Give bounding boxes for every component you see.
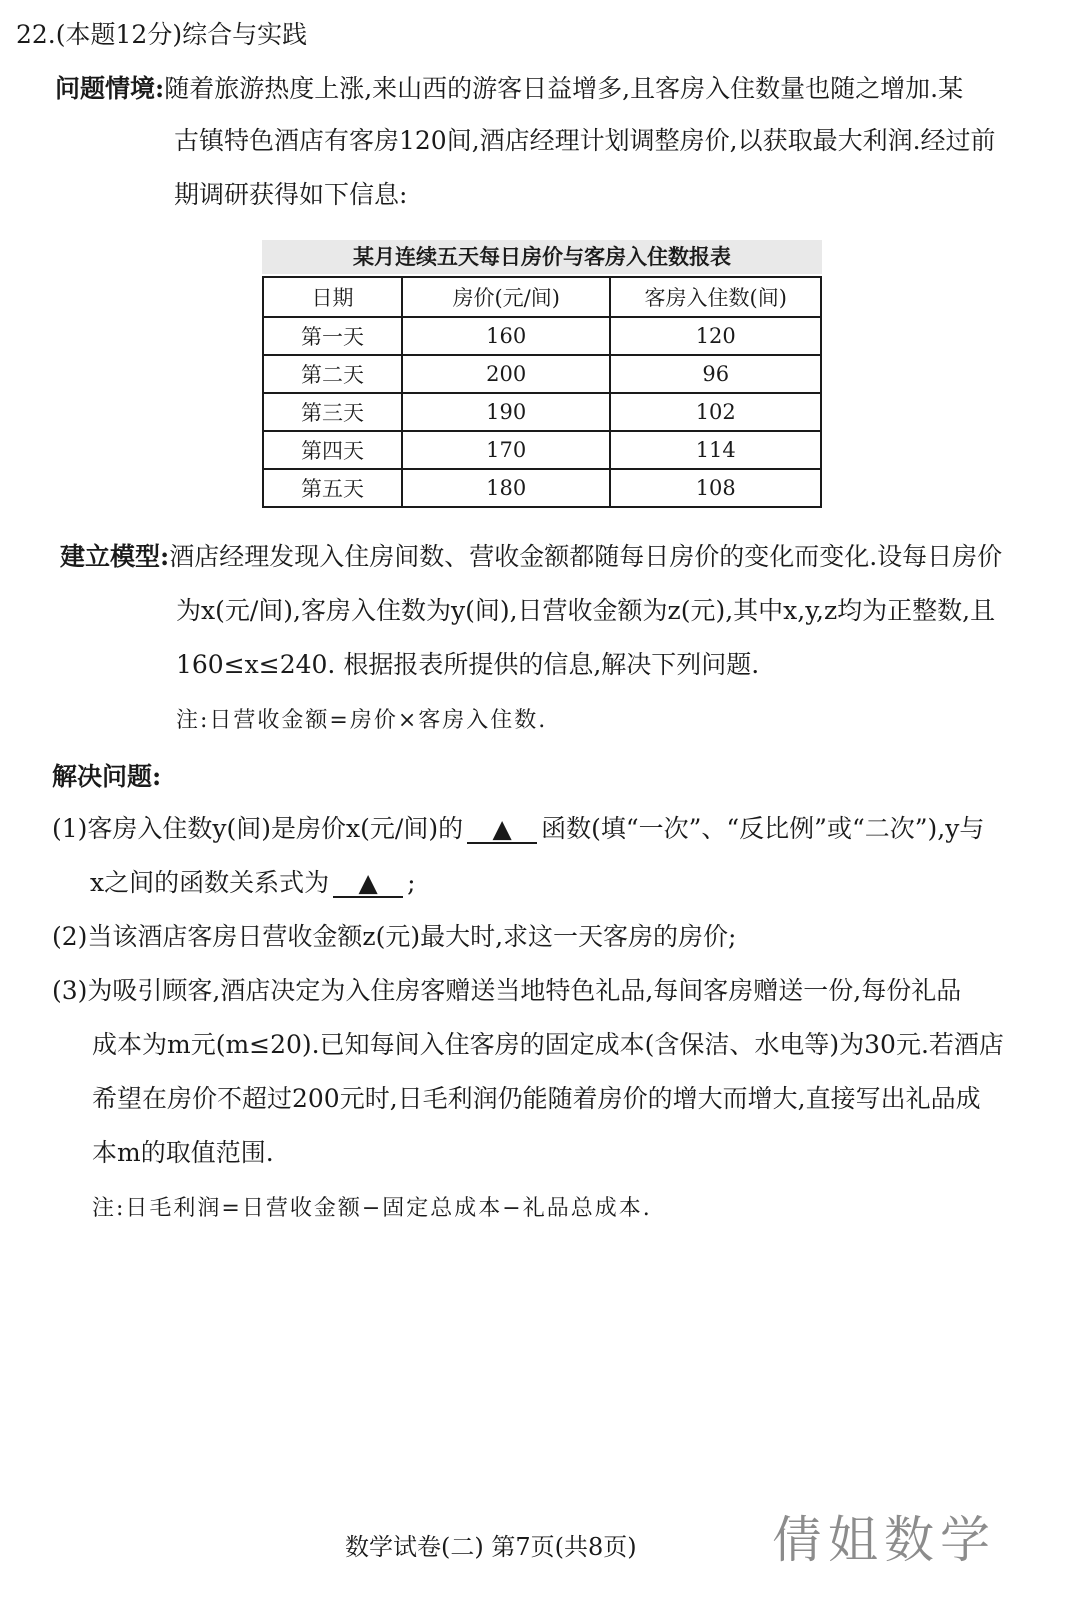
q1-text-b: 函数(填“一次”、“反比例”或“二次”),y与 (541, 814, 985, 843)
scenario-line-3: 期调研获得如下信息: (174, 180, 408, 209)
q3-note: 注:日毛利润=日营收金额−固定总成本−礼品总成本. (92, 1196, 652, 1221)
report-table (262, 276, 822, 508)
cell-price: 160 (402, 317, 611, 355)
q1-text-d: ; (407, 868, 416, 897)
q1-line-2 (90, 866, 416, 900)
cell-price: 190 (402, 393, 611, 431)
header-date: 日期 (263, 277, 402, 317)
page-footer: 数学试卷(二) 第7页(共8页) (345, 1533, 637, 1561)
cell-price: 170 (402, 431, 611, 469)
cell-occupancy: 114 (610, 431, 821, 469)
q2-line: (2)当该酒店客房日营收金额z(元)最大时,求这一天客房的房价; (52, 922, 737, 951)
q3-line-3: 希望在房价不超过200元时,日毛利润仍能随着房价的增大而增大,直接写出礼品成 (92, 1084, 981, 1113)
cell-price: 200 (402, 355, 611, 393)
scenario-line-2: 古镇特色酒店有客房120间,酒店经理计划调整房价,以获取最大利润.经过前 (174, 126, 996, 155)
model-line-1 (60, 540, 1002, 574)
cell-occupancy: 108 (610, 469, 821, 507)
q3-line-4: 本m的取值范围. (92, 1138, 274, 1167)
solve-label: 解决问题: (52, 762, 162, 791)
cell-occupancy: 102 (610, 393, 821, 431)
scenario-line-1 (55, 72, 963, 106)
watermark: 倩姐数学 (772, 1511, 996, 1569)
cell-day: 第四天 (263, 431, 402, 469)
question-header: 22.(本题12分)综合与实践 (16, 20, 308, 49)
model-note: 注:日营收金额=房价×客房入住数. (176, 708, 548, 733)
scenario-text-1: 随着旅游热度上涨,来山西的游客日益增多,且客房入住数量也随之增加.某 (164, 74, 964, 103)
table-title: 某月连续五天每日房价与客房入住数报表 (262, 240, 822, 274)
q1-text-a: (1)客房入住数y(间)是房价x(元/间)的 (52, 814, 464, 843)
cell-day: 第一天 (263, 317, 402, 355)
model-text-1: 酒店经理发现入住房间数、营收金额都随每日房价的变化而变化.设每日房价 (169, 542, 1003, 571)
table-row (263, 393, 821, 431)
cell-occupancy: 120 (610, 317, 821, 355)
cell-price: 180 (402, 469, 611, 507)
model-label: 建立模型: (60, 542, 170, 571)
table-header-row (263, 277, 821, 317)
scenario-label: 问题情境: (55, 74, 165, 103)
header-occupancy: 客房入住数(间) (610, 277, 821, 317)
cell-day: 第三天 (263, 393, 402, 431)
q1-text-c: x之间的函数关系式为 (90, 868, 330, 897)
q3-line-2: 成本为m元(m≤20).已知每间入住客房的固定成本(含保洁、水电等)为30元.若酒店 (92, 1030, 1004, 1059)
cell-day: 第二天 (263, 355, 402, 393)
table-row (263, 431, 821, 469)
q3-line-1: (3)为吸引顾客,酒店决定为入住房客赠送当地特色礼品,每间客房赠送一份,每份礼品 (52, 976, 962, 1005)
cell-day: 第五天 (263, 469, 402, 507)
cell-occupancy: 96 (610, 355, 821, 393)
table-row (263, 355, 821, 393)
answer-blank-2: ▲ (333, 870, 403, 898)
model-line-3: 160≤x≤240. 根据报表所提供的信息,解决下列问题. (176, 650, 760, 679)
header-price: 房价(元/间) (402, 277, 611, 317)
answer-blank-1: ▲ (467, 816, 537, 844)
table-row (263, 469, 821, 507)
table-row (263, 317, 821, 355)
model-line-2: 为x(元/间),客房入住数为y(间),日营收金额为z(元),其中x,y,z均为正整数,且 (176, 596, 996, 625)
q1-line-1 (52, 812, 984, 846)
